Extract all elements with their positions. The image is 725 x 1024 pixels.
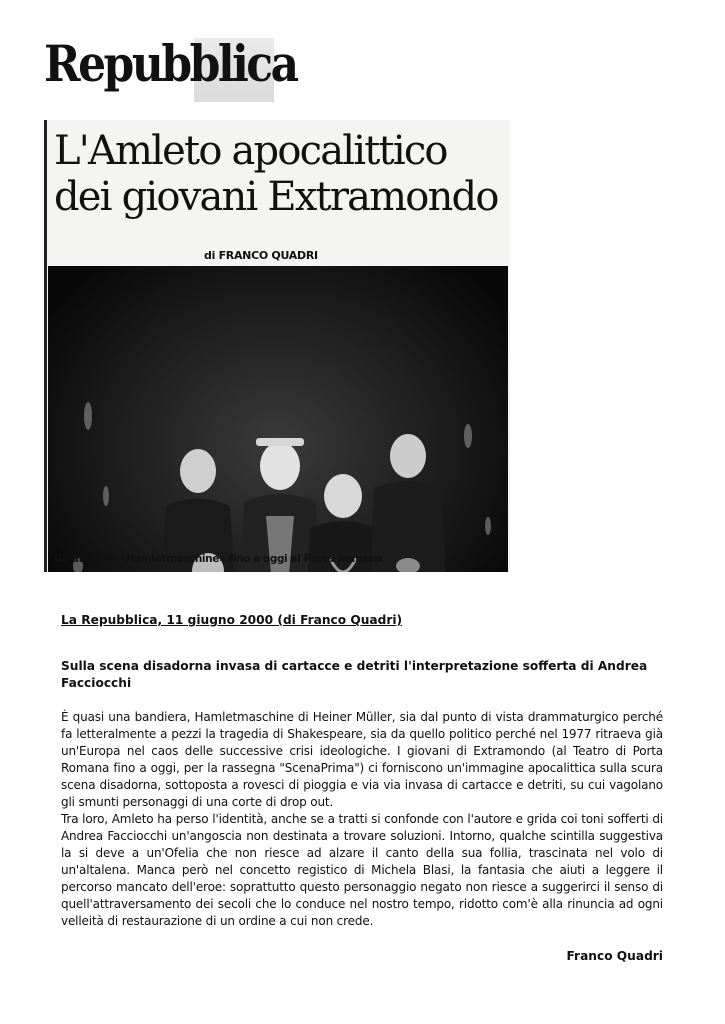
clipping-headline	[54, 128, 504, 220]
clipping-byline: di FRANCO QUADRI	[204, 249, 318, 262]
clipping-edge	[44, 120, 47, 572]
article-source: La Repubblica, 11 giugno 2000 (di Franco Quadri)	[61, 613, 403, 627]
headline-line-1: L'Amleto apocalittico	[54, 128, 447, 174]
photo-caption: Gli attori di «Hamletmaschine» fino a oggi al Porta Romana	[54, 553, 383, 565]
article-body	[61, 709, 663, 930]
newspaper-masthead	[44, 34, 297, 104]
article	[61, 612, 663, 965]
article-paragraph-2: Tra loro, Amleto ha perso l'identità, anche se a tratti si confonde con l'autore e grida coi toni sofferti di Andrea Facciocchi un'angoscia non destinata a trovare soluzioni. Intorno, qualche scintilla suggestiva la si deve a un'Ofelia che non riesce ad alzare il canto della sua follia, trascinata nel volo di un'altalena. Manca però nel concetto registico di Michela Blasi, la fantasia che aiuti a leggere il percorso mancato dell'eroe: soprattutto questo personaggio negato non riesce a suggerirci il senso di quell'attraversamento dei secoli che lo conduce nel nostro tempo, ridotto com'è alla rinuncia ad ogni velleità di restaurazione di un ordine a cui non crede.	[61, 812, 663, 928]
article-signature: Franco Quadri	[566, 949, 663, 963]
cast-photo	[48, 266, 508, 572]
article-paragraph-1: È quasi una bandiera, Hamletmaschine di Heiner Müller, sia dal punto di vista drammaturgico perché fa letteralmente a pezzi la tragedia di Shakespeare, sia da quello politico perché nel 1977 ritraeva già un'Europa nel caos delle successive crisi ideologiche. I giovani di Extramondo (al Teatro di Porta Romana fino a oggi, per la rassegna "ScenaPrima") ci forniscono un'immagine apocalittica sulla scura scena disadorna, sottoposta a rovesci di pioggia e via via invasa di cartacce e detriti, su cui vagolano gli smunti personaggi di una corte di drop out.	[61, 710, 663, 809]
masthead-title: Repubblica	[44, 36, 297, 94]
headline-line-2: dei giovani Extramondo	[54, 174, 498, 220]
cast-photo-drawing	[48, 266, 508, 572]
article-subhead: Sulla scena disadorna invasa di cartacce e detriti l'interpretazione sofferta di Andrea Facciocchi	[61, 659, 648, 690]
newspaper-clipping	[44, 120, 510, 572]
